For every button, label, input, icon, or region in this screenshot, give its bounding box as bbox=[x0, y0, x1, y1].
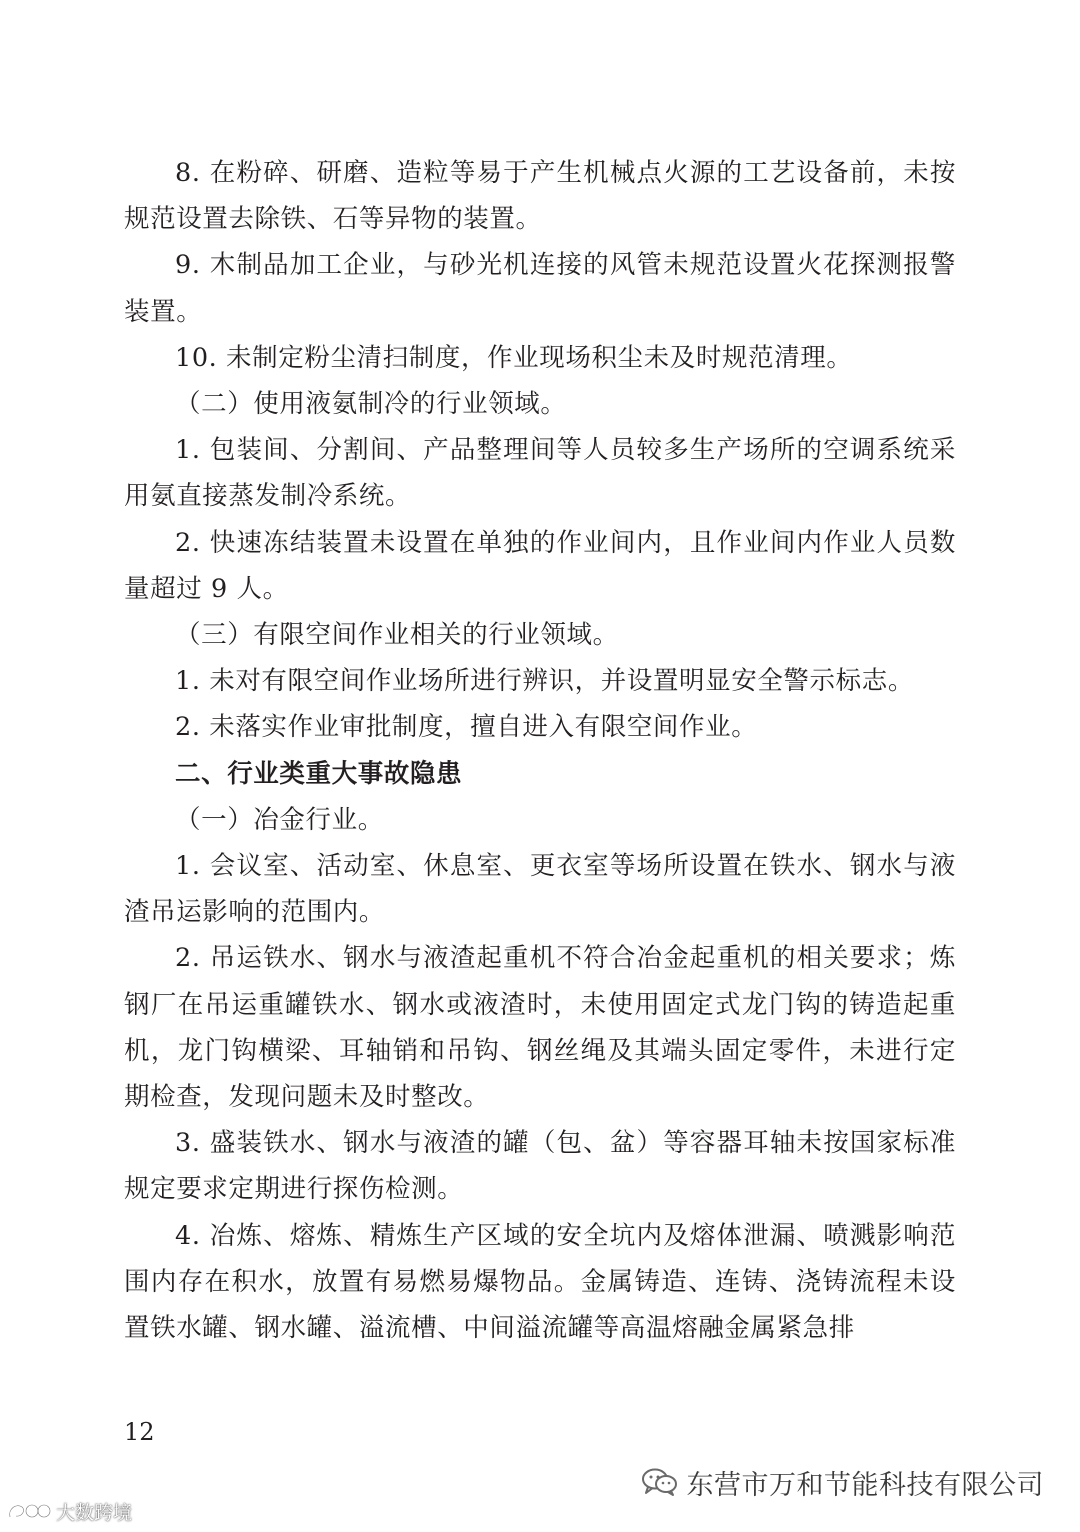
section-heading-liquid-ammonia: （二）使用液氨制冷的行业领域。 bbox=[175, 389, 567, 420]
paragraph-confined-1: 1. 未对有限空间作业场所进行辨识，并设置明显安全警示标志。 bbox=[175, 666, 914, 697]
platform-watermark bbox=[6, 1494, 132, 1528]
paragraph-ammonia-2: 2. 快速冻结装置未设置在单独的作业间内，且作业间内作业人员数量超过 9 人。 bbox=[124, 527, 956, 604]
paragraph-metallurgy-4: 4. 冶炼、熔炼、精炼生产区域的安全坑内及熔体泄漏、喷溅影响范围内存在积水，放置有易燃易爆物品。金属铸造、连铸、浇铸流程未设置铁水罐、钢水罐、溢流槽、中间溢流罐等高温熔融金属紧急排 bbox=[124, 1220, 956, 1344]
paragraph-metallurgy-2: 2. 吊运铁水、钢水与液渣起重机不符合冶金起重机的相关要求；炼钢厂在吊运重罐铁水、钢水或液渣时，未使用固定式龙门钩的铸造起重机，龙门钩横梁、耳轴销和吊钩、钢丝绳及其端头固定零件，未进行定期检查，发现问题未及时整改。 bbox=[124, 943, 956, 1113]
section-heading-confined-space: （三）有限空间作业相关的行业领域。 bbox=[175, 620, 619, 651]
paragraph-metallurgy-3: 3. 盛装铁水、钢水与液渣的罐（包、盆）等容器耳轴未按国家标准规定要求定期进行探伤检测。 bbox=[124, 1128, 956, 1205]
watermark-platform-name: 大数跨境 bbox=[56, 1501, 133, 1524]
body-text bbox=[124, 150, 956, 1351]
wechat-watermark bbox=[641, 1462, 1045, 1502]
paragraph-item-10: 10. 未制定粉尘清扫制度，作业现场积尘未及时规范清理。 bbox=[175, 342, 853, 373]
watermark-company-name: 东营市万和节能科技有限公司 bbox=[686, 1469, 1044, 1501]
chapter-heading-industry: 二、行业类重大事故隐患 bbox=[175, 758, 463, 789]
wechat-icon bbox=[641, 1467, 679, 1497]
paragraph-ammonia-1: 1. 包装间、分割间、产品整理间等人员较多生产场所的空调系统采用氨直接蒸发制冷系统。 bbox=[124, 435, 956, 512]
paragraph-confined-2: 2. 未落实作业审批制度，擅自进入有限空间作业。 bbox=[175, 712, 758, 743]
platform-logo-icon bbox=[6, 1499, 52, 1523]
section-heading-metallurgy: （一）冶金行业。 bbox=[175, 804, 384, 835]
paragraph-item-8: 8. 在粉碎、研磨、造粒等易于产生机械点火源的工艺设备前，未按规范设置去除铁、石等异物的装置。 bbox=[124, 158, 956, 235]
page-number: 12 bbox=[124, 1418, 155, 1446]
paragraph-item-9: 9. 木制品加工企业，与砂光机连接的风管未规范设置火花探测报警装置。 bbox=[124, 250, 956, 327]
paragraph-metallurgy-1: 1. 会议室、活动室、休息室、更衣室等场所设置在铁水、钢水与液渣吊运影响的范围内。 bbox=[124, 851, 956, 928]
